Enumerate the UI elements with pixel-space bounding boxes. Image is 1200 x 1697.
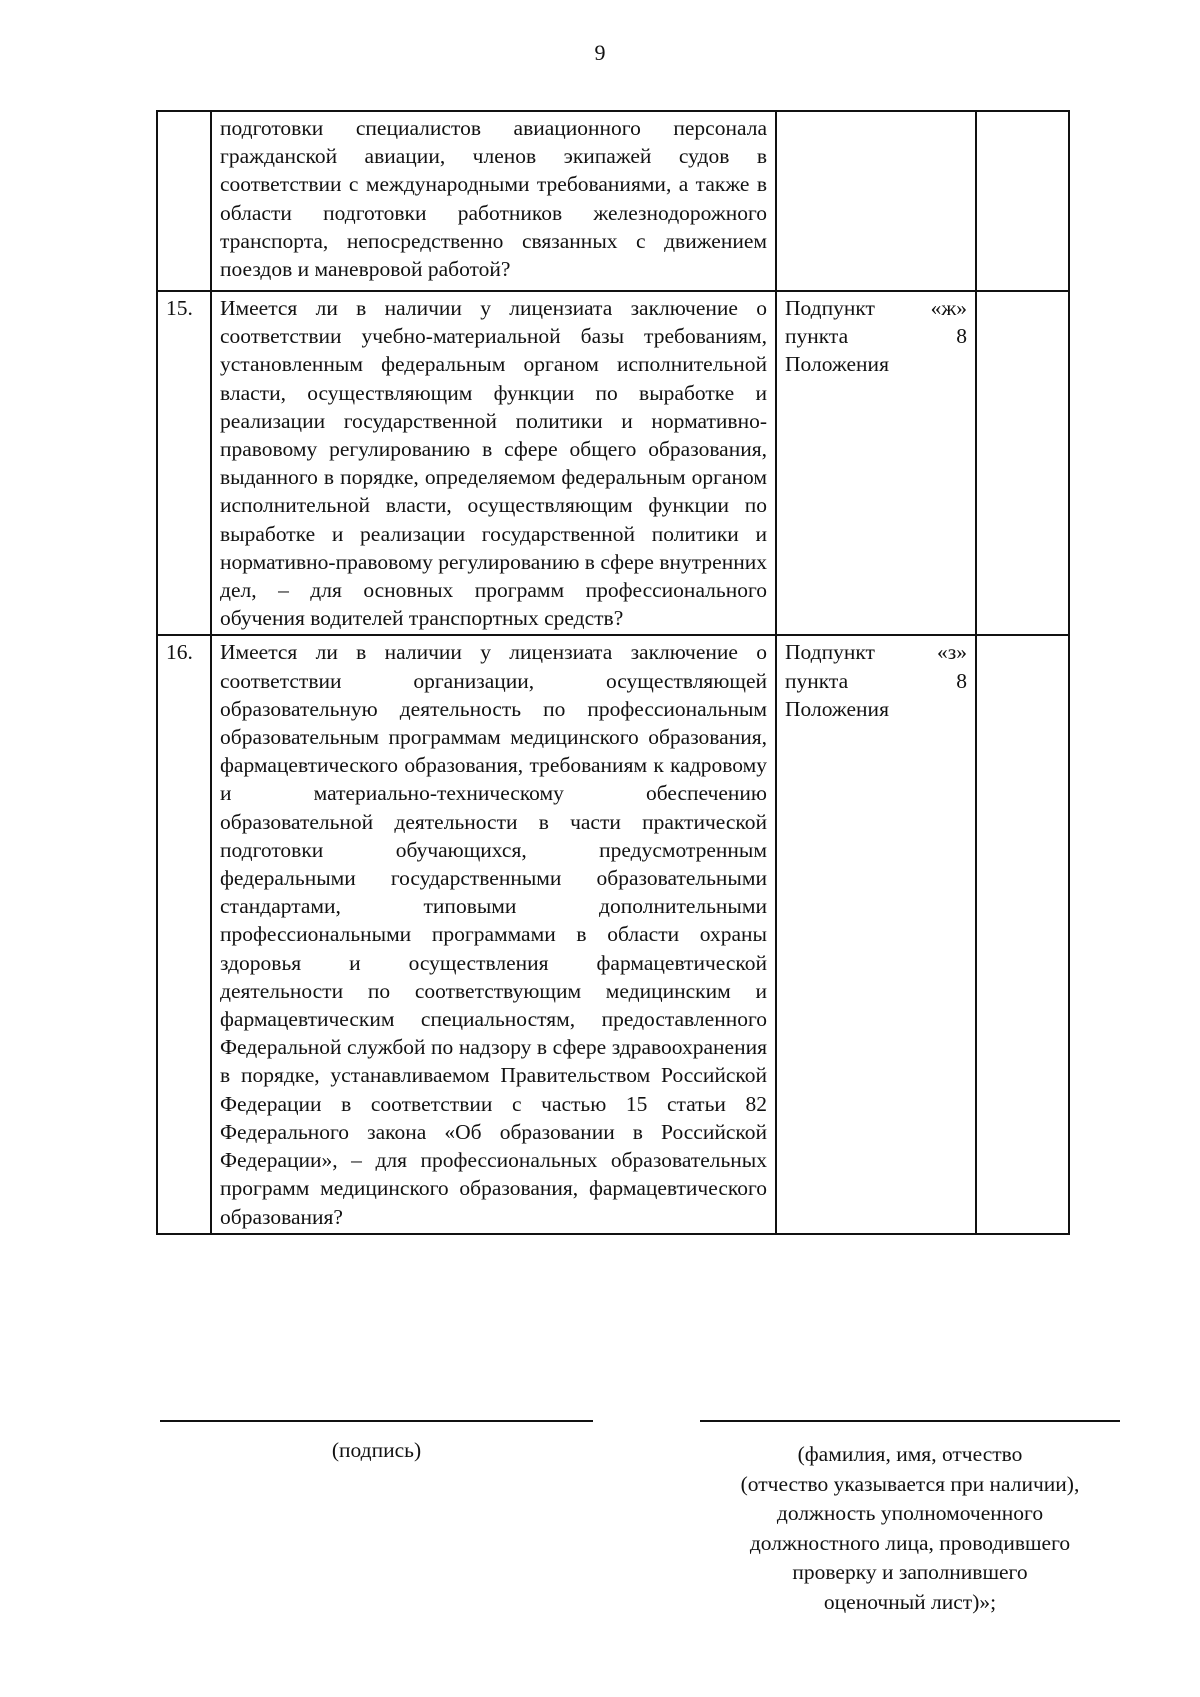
- reference-point-number: 8: [956, 668, 967, 693]
- answer-cell: [976, 291, 1069, 635]
- reference-letter: «ж»: [930, 296, 967, 320]
- row-number: 16.: [157, 635, 211, 1233]
- page-number: 9: [594, 40, 606, 65]
- legal-reference: [776, 635, 976, 1233]
- reference-subpoint: Подпункт: [785, 296, 875, 320]
- table-row: [157, 635, 1069, 1233]
- name-caption-line: оценочный лист)»;: [823, 1589, 997, 1614]
- reference-document: Положения: [785, 696, 889, 721]
- question-text: Имеется ли в наличии у лицензиата заключение о соответствии учебно-материальной базы требованиям, установленным федеральным органом исполнительной власти, осуществляющим функции по выработке и реализации государственной политики и нормативно-правовому регулированию в сфере общего образования, выданного в порядке, определяемом федеральным органом исполнительной власти, осуществляющим функции по выработке и реализации государственной политики и нормативно-правовому регулированию в сфере внутренних дел, – для основных программ профессионального обучения водителей транспортных средств?: [211, 291, 776, 635]
- signature-line: [160, 1420, 593, 1422]
- name-caption: [700, 1440, 1120, 1617]
- question-text: подготовки специалистов авиационного персонала гражданской авиации, членов экипажей судов в соответствии с международными требованиями, а также в области подготовки работников железнодорожного транспорта, непосредственно связанных с движением поездов и маневровой работой?: [211, 111, 776, 291]
- name-caption-line: (отчество указывается при наличии),: [740, 1471, 1080, 1496]
- table-row: [157, 111, 1069, 291]
- name-caption-line: проверку и заполнившего: [792, 1560, 1028, 1584]
- legal-reference: [776, 111, 976, 291]
- name-caption-line: (фамилия, имя, отчество: [797, 1442, 1023, 1466]
- reference-letter: «з»: [937, 640, 967, 665]
- reference-document: Положения: [785, 352, 889, 377]
- name-line: [700, 1420, 1120, 1422]
- row-number: [157, 111, 211, 291]
- legal-reference: [776, 291, 976, 635]
- signature-caption: (подпись): [331, 1438, 422, 1462]
- answer-cell: [976, 111, 1069, 291]
- table-row: [157, 291, 1069, 635]
- name-caption-line: должность уполномоченного: [776, 1501, 1044, 1525]
- reference-point: пункта: [785, 668, 849, 693]
- name-caption-line: должностного лица, проводившего: [749, 1530, 1071, 1555]
- reference-point: пункта: [785, 324, 849, 349]
- answer-cell: [976, 635, 1069, 1233]
- reference-subpoint: Подпункт: [785, 640, 875, 665]
- row-number: 15.: [157, 291, 211, 635]
- reference-point-number: 8: [956, 324, 967, 349]
- checklist-table: [156, 110, 1070, 1235]
- question-text: Имеется ли в наличии у лицензиата заключение о соответствии организации, осуществляющей образовательную деятельность по профессиональным образовательным программам медицинского образования, фармацевтического образования, требованиям к кадровому и материально-техническому обеспечению образовательной деятельности в части практической подготовки обучающихся, предусмотренным федеральными государственными образовательными стандартами, типовыми дополнительными профессиональными программами в области охраны здоровья и осуществления фармацевтической деятельности по соответствующим медицинским и фармацевтическим специальностям, предоставленного Федеральной службой по надзору в сфере здравоохранения в порядке, устанавливаемом Правительством Российской Федерации в соответствии с частью 15 статьи 82 Федерального закона «Об образовании в Российской Федерации», – для профессиональных образовательных программ медицинского образования, фармацевтического образования?: [211, 635, 776, 1233]
